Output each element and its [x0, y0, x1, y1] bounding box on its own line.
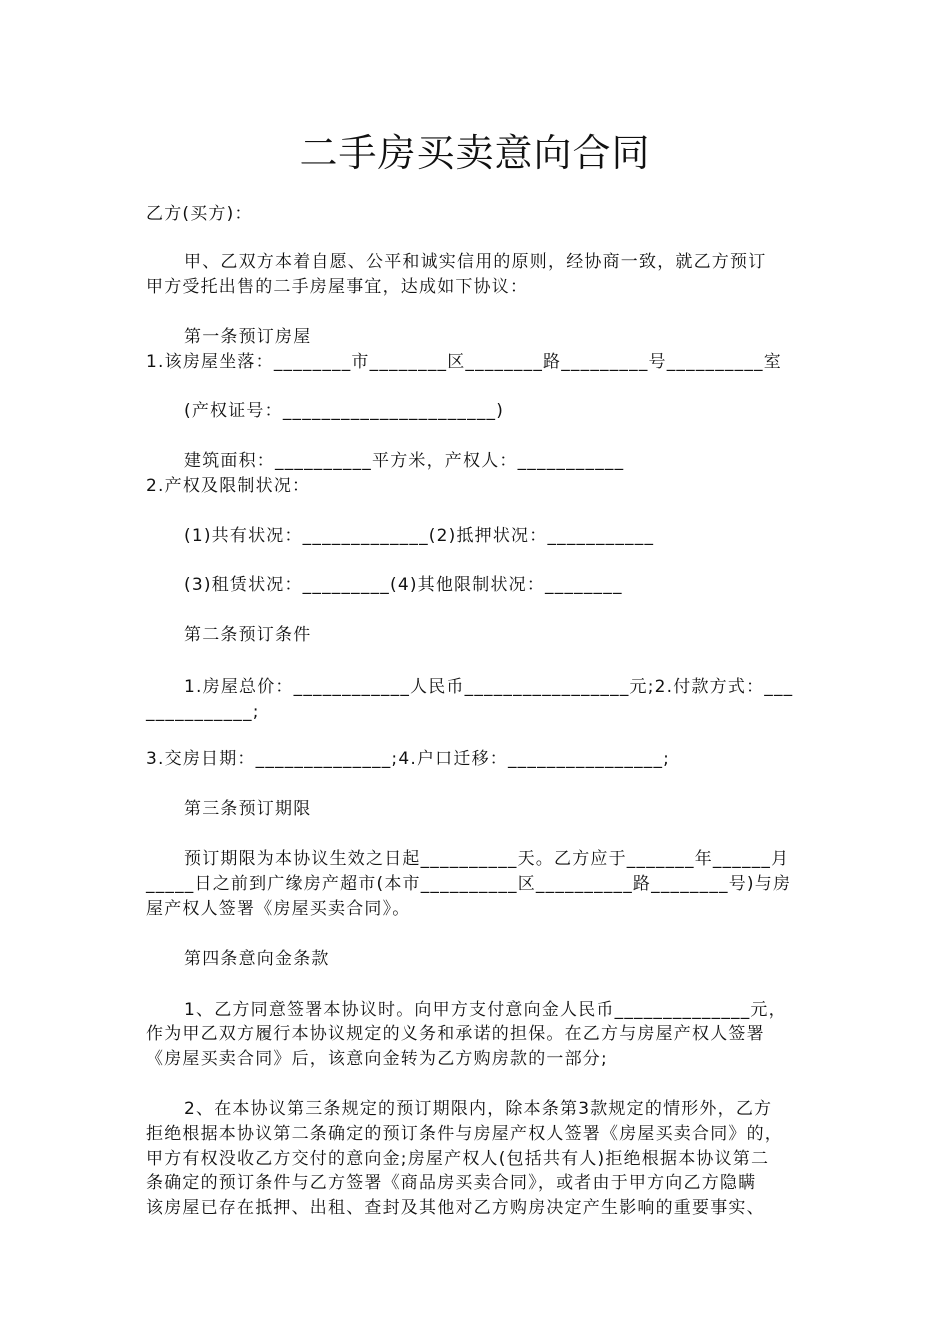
article-4-para-1-line-1: 1、乙方同意签署本协议时。向甲方支付意向金人民币______________元，: [184, 1000, 787, 1020]
article-4-para-1-line-3: 《房屋买卖合同》后，该意向金转为乙方购房款的一部分;: [146, 1049, 608, 1069]
article-3-line-1: 预订期限为本协议生效之日起__________天。乙方应于_______年______月: [184, 849, 790, 869]
article-1-item-2: 2.产权及限制状况：: [146, 476, 311, 496]
buyer-line: 乙方(买方)：: [146, 204, 253, 224]
article-3-line-3: 屋产权人签署《房屋买卖合同》。: [146, 899, 411, 919]
article-1-title: 第一条预订房屋: [184, 327, 312, 347]
article-2-title: 第二条预订条件: [184, 625, 312, 645]
article-2-line-2: ___________;: [146, 702, 260, 722]
article-1-cert: (产权证号：______________________): [184, 401, 505, 421]
intro-line-2: 甲方受托出售的二手房屋事宜，达成如下协议：: [146, 277, 529, 297]
article-4-title: 第四条意向金条款: [184, 949, 330, 969]
article-4-para-2-line-5: 该房屋已存在抵押、出租、查封及其他对乙方购房决定产生影响的重要事实、: [146, 1198, 765, 1218]
article-1-sub-1: (1)共有状况：_____________(2)抵押状况：___________: [184, 526, 655, 546]
article-1-area: 建筑面积：__________平方米，产权人：___________: [184, 451, 625, 471]
page-title: 二手房买卖意向合同: [299, 131, 651, 175]
article-1-sub-2: (3)租赁状况：_________(4)其他限制状况：________: [184, 575, 623, 595]
article-2-line-3: 3.交房日期：______________;4.户口迁移：________________;: [146, 749, 671, 769]
article-1-item-1: 1.该房屋坐落：________市________区________路_________号__________室: [146, 352, 782, 372]
article-4-para-2-line-1: 2、在本协议第三条规定的预订期限内，除本条第3款规定的情形外，乙方: [184, 1099, 773, 1119]
article-3-title: 第三条预订期限: [184, 799, 312, 819]
article-4-para-2-line-2: 拒绝根据本协议第二条确定的预订条件与房屋产权人签署《房屋买卖合同》的，: [146, 1124, 783, 1144]
article-3-line-2: _____日之前到广缘房产超市(本市__________区__________路________号)与房: [146, 874, 792, 894]
article-4-para-1-line-2: 作为甲乙双方履行本协议规定的义务和承诺的担保。在乙方与房屋产权人签署: [146, 1024, 765, 1044]
article-4-para-2-line-3: 甲方有权没收乙方交付的意向金;房屋产权人(包括共有人)拒绝根据本协议第二: [146, 1149, 770, 1169]
article-4-para-2-line-4: 条确定的预订条件与乙方签署《商品房买卖合同》，或者由于甲方向乙方隐瞒: [146, 1173, 757, 1193]
article-2-line-1: 1.房屋总价：____________人民币_________________元;2.付款方式：___: [184, 677, 794, 697]
intro-line-1: 甲、乙双方本着自愿、公平和诚实信用的原则，经协商一致，就乙方预订: [184, 252, 767, 272]
